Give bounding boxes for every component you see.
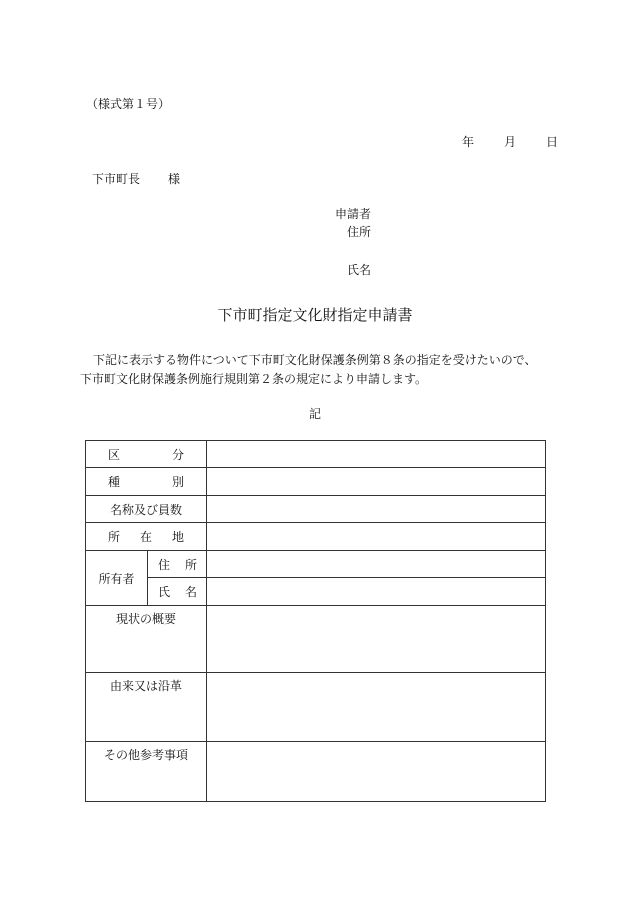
row-current-state: [86, 606, 546, 673]
row-shozaichi: [86, 523, 546, 551]
label-owner-address: [148, 551, 207, 578]
date-row: [462, 133, 558, 150]
field-meisho[interactable]: [207, 496, 546, 523]
application-form-table: [85, 440, 546, 802]
label-kubun: [86, 441, 207, 468]
date-year-label: 年: [462, 135, 475, 149]
label-origin: 由来又は沿革: [86, 673, 207, 742]
field-shubetsu[interactable]: [207, 468, 546, 496]
body-text-line-2: 下市町文化財保護条例施行規則第２条の規定により申請します。: [80, 372, 428, 386]
row-meisho: [86, 496, 546, 523]
form-number: （様式第１号）: [86, 97, 171, 111]
ki-heading: 記: [308, 407, 321, 421]
applicant-name-label: 氏名: [347, 263, 372, 277]
field-shozaichi[interactable]: [207, 523, 546, 551]
addressee-name: 下市町長: [92, 172, 141, 186]
label-owner-address-char-1: 住: [158, 557, 171, 572]
row-origin: [86, 673, 546, 742]
label-owner: 所有者: [86, 551, 148, 606]
row-owner-address: [86, 551, 546, 578]
applicant-label: 申請者: [335, 207, 372, 221]
label-shozaichi-char-2: 在: [139, 530, 152, 544]
label-current-state: 現状の概要: [86, 606, 207, 673]
label-shozaichi-char-3: 地: [171, 530, 184, 544]
body-text-line-1: 下記に表示する物件について下市町文化財保護条例第８条の指定を受けたいので、: [93, 353, 537, 367]
field-kubun[interactable]: [207, 441, 546, 468]
date-month-label: 月: [504, 135, 517, 149]
label-kubun-char-2: 分: [171, 447, 184, 462]
row-owner-name: [86, 578, 546, 606]
document-title: 下市町指定文化財指定申請書: [217, 306, 413, 324]
row-kubun: [86, 441, 546, 468]
field-origin[interactable]: [207, 673, 546, 742]
label-shubetsu: [86, 468, 207, 496]
label-shubetsu-char-2: 別: [171, 475, 184, 489]
label-owner-name: [148, 578, 207, 606]
label-owner-name-char-1: 氏: [158, 585, 171, 599]
row-shubetsu: [86, 468, 546, 496]
label-shozaichi-char-1: 所: [108, 530, 121, 544]
addressee: [92, 170, 180, 187]
applicant-address-label: 住所: [347, 225, 372, 239]
label-shozaichi: [86, 523, 207, 551]
field-owner-address[interactable]: [207, 551, 546, 578]
label-owner-address-char-2: 所: [184, 557, 197, 572]
label-kubun-char-1: 区: [108, 447, 121, 462]
addressee-honorific: 様: [168, 172, 181, 186]
label-owner-name-char-2: 名: [184, 585, 197, 599]
date-day-label: 日: [546, 135, 559, 149]
row-other: [86, 742, 546, 802]
field-other[interactable]: [207, 742, 546, 802]
label-shubetsu-char-1: 種: [108, 475, 121, 489]
field-owner-name[interactable]: [207, 578, 546, 606]
label-other: その他参考事項: [86, 742, 207, 802]
label-meisho: 名称及び員数: [86, 496, 207, 523]
field-current-state[interactable]: [207, 606, 546, 673]
